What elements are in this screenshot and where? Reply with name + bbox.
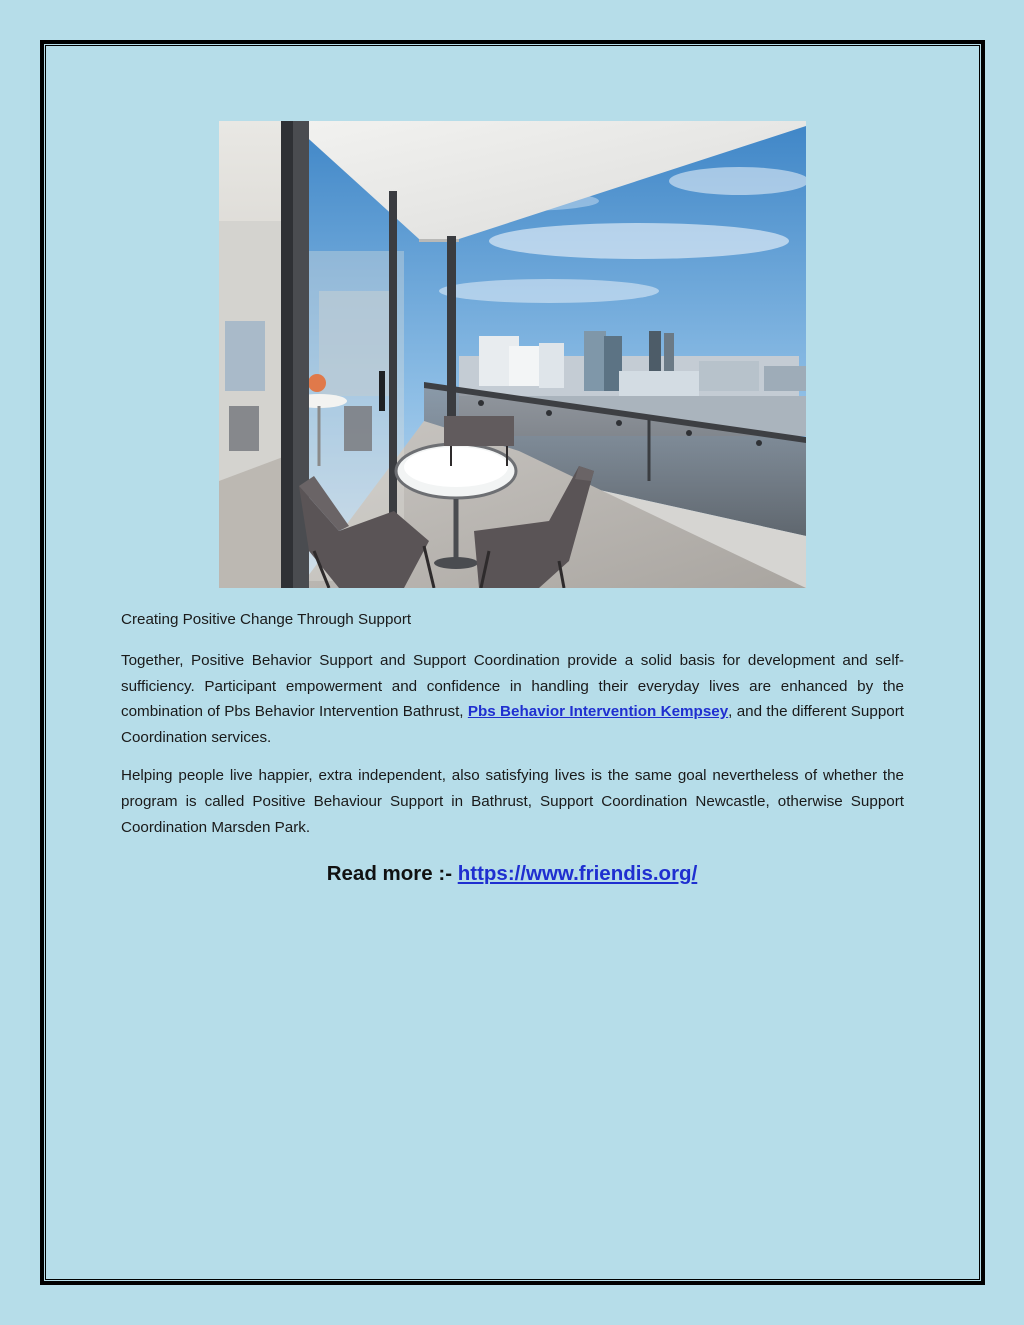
- paragraph-1-text-after: , and the different Support Coordination services.: [121, 703, 904, 747]
- paragraph-1-text-before: Together, Positive Behavior Support and Support Coordination provide a solid basis for development and self-sufficiency. Participant empowerment and confidence in handling their everyday lives are enhanced by the combination of Pbs Behavior Intervention Bathrust,: [121, 651, 904, 721]
- article-paragraph-1: [121, 648, 904, 751]
- article-paragraph-2: Helping people live happier, extra independent, also satisfying lives is the same goal nevertheless of whether the program is called Positive Behaviour Support in Bathrust, Support Coordination Newcastle, otherwise Support Coordination Marsden Park.: [121, 766, 904, 836]
- read-more-label: Read more :-: [326, 862, 458, 885]
- friendis-website-link[interactable]: https://www.friendis.org/: [457, 862, 698, 885]
- read-more-line: [0, 862, 1024, 886]
- article-content: [121, 607, 904, 852]
- balcony-photo: [219, 121, 806, 588]
- pbs-kempsey-link[interactable]: Pbs Behavior Intervention Kempsey: [467, 703, 729, 721]
- article-subtitle: Creating Positive Change Through Support: [121, 611, 412, 628]
